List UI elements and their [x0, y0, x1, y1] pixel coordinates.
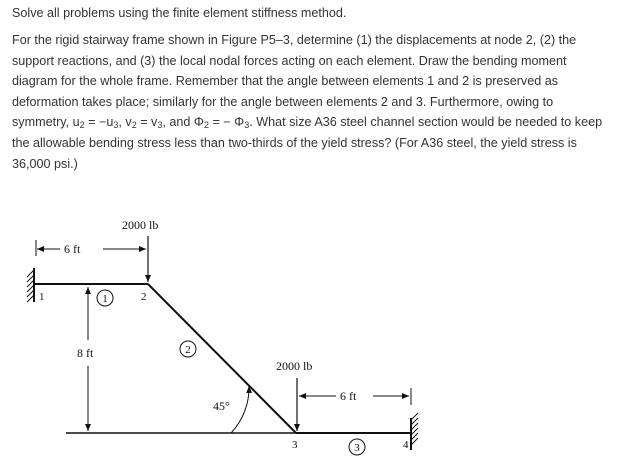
node-2-label: 2 [141, 291, 147, 303]
problem-text-segment: , v [118, 115, 132, 130]
dim-vertical-label: 8 ft [77, 346, 94, 360]
load-left-label: 2000 lb [122, 218, 159, 232]
subscript: 2 [131, 120, 137, 131]
right-fixed-support [411, 413, 418, 450]
element-1-label: 1 [102, 293, 108, 305]
problem-text-segment: = −u [84, 115, 114, 130]
element-3-label: 3 [354, 442, 360, 454]
node-4-label: 4 [403, 439, 409, 451]
dimension-vertical [77, 287, 94, 431]
dimension-top-left [36, 240, 146, 256]
dimension-right [299, 388, 411, 405]
node-3-label: 3 [292, 439, 298, 451]
problem-text-segment: , and Φ [162, 115, 204, 130]
problem-text-segment: = − Φ [208, 115, 245, 130]
dim-top-left-label: 6 ft [64, 242, 81, 256]
problem-text-segment: = v [136, 115, 158, 130]
element-2-label: 2 [185, 344, 191, 356]
subscript: 2 [203, 120, 209, 131]
subscript: 3 [157, 120, 163, 131]
element-3-marker [349, 439, 365, 455]
subscript: 3 [244, 120, 250, 131]
problem-text-segment: . What size A36 steel channel section would be needed to keep the allowable bending stress less than two-thirds of the yield stress? (For A36 steel, the yield stress is 36,000 psi.) [12, 115, 603, 171]
problem-text-segment: For the rigid stairway frame shown in Figure P5–3, determine (1) the displacements at node 2, (2) the support reactions, and (3) the local nodal forces acting on each element. Draw the bending moment diagram for the whole frame. Remember that the angle between elements 1 and 2 is preserved as deformation takes place; similarly for the angle between elements 2 and 3. Furthermore, owing to symmetry, u [12, 33, 577, 130]
angle-marker [213, 386, 249, 433]
load-arrow-right [276, 359, 312, 431]
problem-text [12, 4, 612, 174]
subscript: 2 [79, 120, 85, 131]
element-1-marker [97, 290, 113, 306]
load-arrow-left [122, 218, 158, 282]
intro-line: Solve all problems using the finite element stiffness method. [12, 6, 347, 20]
load-right-label: 2000 lb [276, 359, 313, 373]
subscript: 3 [113, 120, 119, 131]
element-2-marker [180, 341, 196, 357]
left-fixed-support [27, 268, 34, 302]
problem-statement [12, 30, 612, 174]
node-1-label: 1 [39, 291, 45, 303]
dim-right-label: 6 ft [340, 389, 357, 403]
stairway-frame-figure [0, 205, 619, 470]
angle-label: 45° [213, 399, 230, 413]
